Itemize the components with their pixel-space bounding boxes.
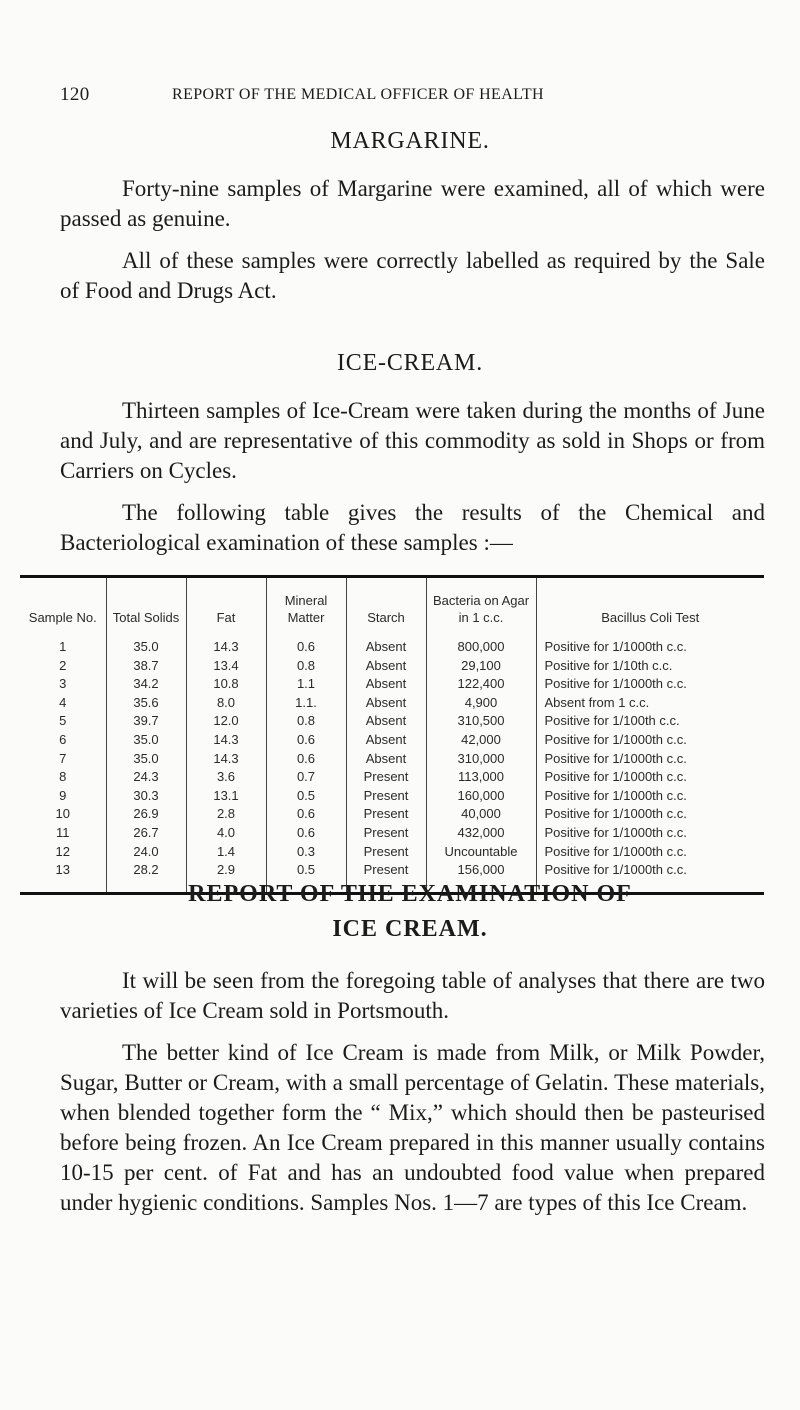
cell-bacillus-coli: Positive for 1/1000th c.c. <box>536 731 764 750</box>
cell-total-solids: 30.3 <box>106 787 186 806</box>
cell-sample-no: 6 <box>59 731 67 747</box>
cell-sample-no: 13 <box>55 862 70 878</box>
cell-mineral-matter: 0.5 <box>266 787 346 806</box>
cell-starch: Present <box>346 843 426 862</box>
cell-bacteria: 29,100 <box>426 657 536 676</box>
cell-mineral-matter: 0.7 <box>266 768 346 787</box>
cell-sample-no: 3 <box>59 676 67 692</box>
col-header-total-solids: Total Solids <box>106 578 186 632</box>
cell-sample-no: 12 <box>55 843 70 859</box>
cell-starch: Present <box>346 805 426 824</box>
cell-sample-no: 10 <box>55 806 70 822</box>
cell-mineral-matter: 0.8 <box>266 657 346 676</box>
cell-bacillus-coli: Positive for 1/1000th c.c. <box>536 675 764 694</box>
cell-total-solids: 35.0 <box>106 750 186 769</box>
cell-bacillus-coli: Positive for 1/100th c.c. <box>536 712 764 731</box>
cell-total-solids: 38.7 <box>106 657 186 676</box>
cell-starch: Absent <box>346 731 426 750</box>
cell-sample-no: 11 <box>56 824 70 840</box>
table-row <box>20 712 764 731</box>
cell-fat: 2.8 <box>186 805 266 824</box>
cell-starch: Present <box>346 861 426 892</box>
cell-mineral-matter: 0.3 <box>266 843 346 862</box>
table-row <box>20 657 764 676</box>
cell-mineral-matter: 0.6 <box>266 750 346 769</box>
cell-mineral-matter: 0.6 <box>266 731 346 750</box>
margarine-heading: MARGARINE. <box>330 128 490 154</box>
col-header-bacillus-coli: Bacillus Coli Test <box>536 578 764 632</box>
cell-sample-no: 8 <box>59 769 67 785</box>
margarine-paragraph-2: All of these samples were correctly labelled as required by the Sale of Food and Drugs Act. <box>60 248 765 303</box>
cell-starch: Present <box>346 787 426 806</box>
table-header-row <box>20 578 764 632</box>
cell-total-solids: 24.0 <box>106 843 186 862</box>
report-paragraph-1: It will be seen from the foregoing table of analyses that there are two varieties of Ice Cream sold in Portsmouth. <box>60 968 765 1023</box>
cell-sample-no: 9 <box>59 787 67 803</box>
cell-bacteria: Uncountable <box>426 843 536 862</box>
cell-fat: 12.0 <box>186 712 266 731</box>
cell-total-solids: 34.2 <box>106 675 186 694</box>
cell-bacteria: 310,000 <box>426 750 536 769</box>
cell-total-solids: 26.7 <box>106 824 186 843</box>
cell-bacteria: 432,000 <box>426 824 536 843</box>
cell-sample-no: 5 <box>59 713 67 729</box>
cell-bacillus-coli: Positive for 1/1000th c.c. <box>536 843 764 862</box>
cell-fat: 14.3 <box>186 750 266 769</box>
table-row <box>20 675 764 694</box>
cell-mineral-matter: 1.1 <box>266 675 346 694</box>
cell-bacillus-coli: Positive for 1/1000th c.c. <box>536 632 764 657</box>
cell-sample-no: 2 <box>59 657 67 673</box>
cell-starch: Present <box>346 824 426 843</box>
cell-total-solids: 35.6 <box>106 694 186 713</box>
cell-mineral-matter: 1.1. <box>266 694 346 713</box>
cell-starch: Absent <box>346 632 426 657</box>
cell-starch: Absent <box>346 750 426 769</box>
table-row <box>20 843 764 862</box>
running-head <box>60 84 760 110</box>
cell-fat: 10.8 <box>186 675 266 694</box>
cell-bacteria: 800,000 <box>426 632 536 657</box>
cell-starch: Absent <box>346 712 426 731</box>
cell-total-solids: 26.9 <box>106 805 186 824</box>
table-row <box>20 731 764 750</box>
cell-starch: Absent <box>346 694 426 713</box>
table-row <box>20 750 764 769</box>
cell-bacillus-coli: Positive for 1/1000th c.c. <box>536 750 764 769</box>
cell-bacillus-coli: Absent from 1 c.c. <box>536 694 764 713</box>
table-row <box>20 768 764 787</box>
table-row <box>20 694 764 713</box>
ice-cream-paragraph-2: The following table gives the results of the Chemical and Bacteriological examination of these samples :— <box>60 500 765 555</box>
cell-mineral-matter: 0.6 <box>266 824 346 843</box>
cell-fat: 4.0 <box>186 824 266 843</box>
cell-mineral-matter: 0.5 <box>266 861 346 892</box>
col-header-fat: Fat <box>186 578 266 632</box>
cell-mineral-matter: 0.6 <box>266 805 346 824</box>
cell-fat: 13.1 <box>186 787 266 806</box>
col-header-starch: Starch <box>346 578 426 632</box>
cell-total-solids: 24.3 <box>106 768 186 787</box>
cell-bacteria: 156,000 <box>426 861 536 892</box>
analysis-table <box>20 575 764 895</box>
cell-mineral-matter: 0.6 <box>266 632 346 657</box>
running-head-title: REPORT OF THE MEDICAL OFFICER OF HEALTH <box>172 86 545 103</box>
cell-bacteria: 122,400 <box>426 675 536 694</box>
cell-bacteria: 4,900 <box>426 694 536 713</box>
col-header-sample-no: Sample No. <box>28 610 97 625</box>
ice-cream-heading: ICE-CREAM. <box>337 350 483 376</box>
cell-fat: 2.9 <box>186 861 266 892</box>
cell-sample-no: 4 <box>59 694 67 710</box>
cell-total-solids: 28.2 <box>106 861 186 892</box>
cell-sample-no: 7 <box>59 750 67 766</box>
cell-fat: 8.0 <box>186 694 266 713</box>
cell-fat: 1.4 <box>186 843 266 862</box>
report-heading-line-2: ICE CREAM. <box>332 916 488 942</box>
cell-bacillus-coli: Positive for 1/1000th c.c. <box>536 805 764 824</box>
cell-starch: Absent <box>346 675 426 694</box>
cell-bacillus-coli: Positive for 1/10th c.c. <box>536 657 764 676</box>
report-heading-line-1: REPORT OF THE EXAMINATION OF <box>188 881 632 907</box>
cell-bacteria: 113,000 <box>426 768 536 787</box>
cell-total-solids: 39.7 <box>106 712 186 731</box>
cell-fat: 14.3 <box>186 632 266 657</box>
cell-bacteria: 42,000 <box>426 731 536 750</box>
cell-bacillus-coli: Positive for 1/1000th c.c. <box>536 824 764 843</box>
cell-sample-no: 1 <box>59 639 67 654</box>
col-header-mineral-matter: Mineral Matter <box>266 578 346 632</box>
page-number: 120 <box>60 84 90 105</box>
cell-starch: Present <box>346 768 426 787</box>
cell-total-solids: 35.0 <box>106 731 186 750</box>
cell-bacillus-coli: Positive for 1/1000th c.c. <box>536 787 764 806</box>
cell-bacteria: 40,000 <box>426 805 536 824</box>
ice-cream-paragraph-1: Thirteen samples of Ice-Cream were taken during the months of June and July, and are representative of this commodity as sold in Shops or from Carriers on Cycles. <box>60 398 765 483</box>
cell-bacillus-coli: Positive for 1/1000th c.c. <box>536 861 764 892</box>
cell-mineral-matter: 0.8 <box>266 712 346 731</box>
cell-bacteria: 310,500 <box>426 712 536 731</box>
cell-bacteria: 160,000 <box>426 787 536 806</box>
margarine-paragraph-1: Forty-nine samples of Margarine were examined, all of which were passed as genuine. <box>60 176 765 231</box>
cell-fat: 13.4 <box>186 657 266 676</box>
cell-starch: Absent <box>346 657 426 676</box>
cell-total-solids: 35.0 <box>106 632 186 657</box>
cell-fat: 14.3 <box>186 731 266 750</box>
table-row <box>20 787 764 806</box>
table-row <box>20 632 764 657</box>
report-paragraph-2: The better kind of Ice Cream is made from Milk, or Milk Powder, Sugar, Butter or Cream, with a small percentage of Gelatin. These materials, when blended together form the “ Mix,” which should then be pasteurised before being frozen. An Ice Cream prepared in this manner usually contains 10-15 per cent. of Fat and has an undoubted food value when prepared under hygienic conditions. Samples Nos. 1—7 are types of this Ice Cream. <box>60 1040 765 1215</box>
table-row <box>20 824 764 843</box>
col-header-bacteria: Bacteria on Agar in 1 c.c. <box>426 578 536 632</box>
table-row <box>20 805 764 824</box>
cell-fat: 3.6 <box>186 768 266 787</box>
cell-bacillus-coli: Positive for 1/1000th c.c. <box>536 768 764 787</box>
